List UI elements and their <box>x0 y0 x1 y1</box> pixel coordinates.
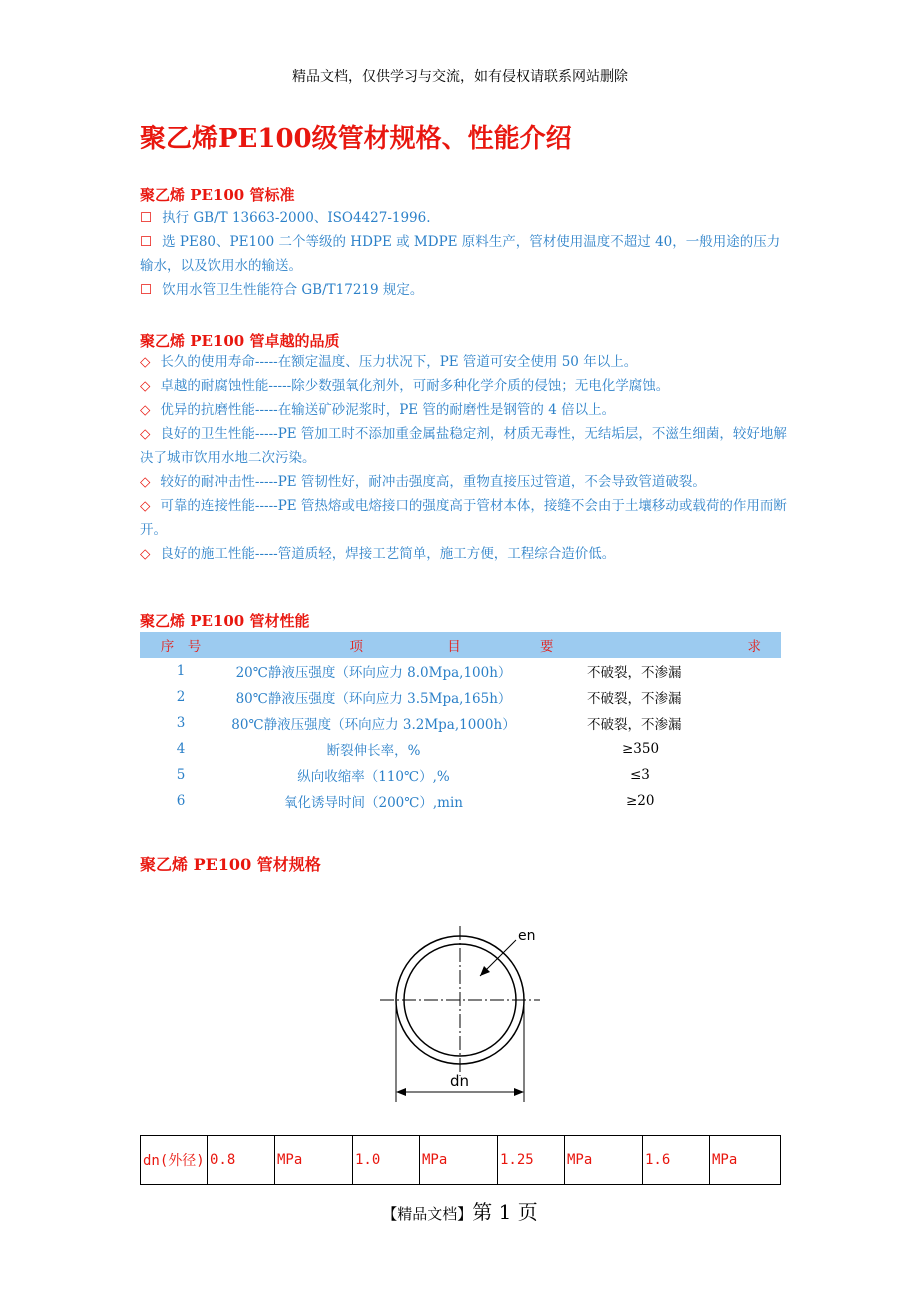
row-number: 6 <box>176 793 186 809</box>
quality-list <box>140 350 790 566</box>
list-item <box>140 206 790 230</box>
spec-cell: MPa <box>565 1136 643 1185</box>
list-item <box>140 422 790 470</box>
row-number: 2 <box>176 689 186 705</box>
row-number: 4 <box>176 741 186 757</box>
table-row <box>140 736 781 762</box>
diamond-icon: ◇ <box>140 402 151 418</box>
section-heading-standard: 聚乙烯 PE100 管标准 <box>140 186 295 204</box>
table-row <box>141 1136 781 1185</box>
spec-cell: 1.6 <box>643 1136 710 1185</box>
checkbox-icon: ☐ <box>140 234 153 250</box>
row-requirement: ≤3 <box>630 767 650 783</box>
list-item-text: 优异的抗磨性能-----在输送矿砂泥浆时，PE 管的耐磨性是钢管的 4 倍以上。 <box>160 402 616 418</box>
table-header-row <box>140 632 781 658</box>
table-row <box>140 762 781 788</box>
diamond-icon: ◇ <box>140 354 151 370</box>
table-row <box>140 658 781 684</box>
list-item-text: 良好的施工性能-----管道质轻，焊接工艺简单，施工方便，工程综合造价低。 <box>160 546 616 562</box>
diamond-icon: ◇ <box>140 498 151 514</box>
diamond-icon: ◇ <box>140 546 151 562</box>
list-item-text: 选 PE80、PE100 二个等级的 HDPE 或 MDPE 原料生产，管材使用温度不超过 40，一般用途的压力输水，以及饮用水的输送。 <box>140 234 781 274</box>
column-header: 要 <box>525 632 681 658</box>
list-item-text: 执行 GB/T 13663-2000、ISO4427-1996. <box>162 210 431 226</box>
page-number: 第 1 页 <box>472 1200 538 1224</box>
row-item: 80℃静液压强度（环向应力 3.5Mpa,165h） <box>235 691 512 707</box>
spec-cell: MPa <box>710 1136 781 1185</box>
section-heading-spec: 聚乙烯 PE100 管材规格 <box>140 855 321 874</box>
list-item-text: 饮用水管卫生性能符合 GB/T17219 规定。 <box>162 282 424 298</box>
spec-cell: 1.0 <box>353 1136 420 1185</box>
row-item: 纵向收缩率（110℃）,% <box>297 769 450 785</box>
list-item <box>140 374 790 398</box>
pipe-cross-section-diagram <box>376 922 546 1112</box>
spec-cell: 0.8 <box>208 1136 275 1185</box>
row-requirement: 不破裂，不渗漏 <box>587 717 682 733</box>
row-requirement: ≥20 <box>626 793 655 809</box>
list-item-text: 良好的卫生性能-----PE 管加工时不添加重金属盐稳定剂，材质无毒性，无结垢层，不滋生细菌，较好地解决了城市饮用水地二次污染。 <box>140 426 787 466</box>
list-item-text: 较好的耐冲击性-----PE 管韧性好，耐冲击强度高，重物直接压过管道，不会导致管道破裂。 <box>160 474 706 490</box>
diamond-icon: ◇ <box>140 474 151 490</box>
list-item <box>140 230 790 278</box>
list-item <box>140 398 790 422</box>
list-item <box>140 542 790 566</box>
spec-table <box>140 1135 781 1185</box>
arrow-left-icon <box>396 1088 406 1096</box>
row-item: 20℃静液压强度（环向应力 8.0Mpa,100h） <box>235 665 512 681</box>
row-requirement: 不破裂，不渗漏 <box>587 665 682 681</box>
list-item-text: 长久的使用寿命-----在额定温度、压力状况下，PE 管道可安全使用 50 年以上。 <box>160 354 638 370</box>
section-heading-quality: 聚乙烯 PE100 管卓越的品质 <box>140 332 340 350</box>
list-item-text: 可靠的连接性能-----PE 管热熔或电熔接口的强度高于管材本体，接缝不会由于土壤移动或载荷的作用而断开。 <box>140 498 787 538</box>
column-header: 序 号 <box>140 632 222 658</box>
header-note: 精品文档，仅供学习与交流，如有侵权请联系网站删除 <box>292 69 628 85</box>
spec-cell: MPa <box>275 1136 353 1185</box>
list-item <box>140 278 790 302</box>
table-row <box>140 710 781 736</box>
spec-cell: 1.25 <box>498 1136 565 1185</box>
page-footer <box>0 1196 920 1225</box>
standard-list <box>140 206 790 302</box>
row-requirement: ≥350 <box>622 741 660 757</box>
table-row <box>140 788 781 814</box>
table-row <box>140 684 781 710</box>
section-heading-performance: 聚乙烯 PE100 管材性能 <box>140 612 310 630</box>
arrow-right-icon <box>514 1088 524 1096</box>
diamond-icon: ◇ <box>140 426 151 442</box>
list-item <box>140 470 790 494</box>
row-requirement: 不破裂，不渗漏 <box>587 691 682 707</box>
list-item <box>140 494 790 542</box>
row-number: 3 <box>176 715 186 731</box>
list-item-text: 卓越的耐腐蚀性能-----除少数强氧化剂外，可耐多种化学介质的侵蚀；无电化学腐蚀。 <box>160 378 670 394</box>
column-header: 目 <box>383 632 525 658</box>
footer-tag: 【精品文档】 <box>382 1205 473 1223</box>
column-header: 项 <box>222 632 383 658</box>
column-header: 求 <box>681 632 781 658</box>
row-item: 氧化诱导时间（200℃）,min <box>284 795 463 811</box>
diamond-icon: ◇ <box>140 378 151 394</box>
row-item: 80℃静液压强度（环向应力 3.2Mpa,1000h） <box>231 717 516 733</box>
label-en: en <box>518 928 536 944</box>
page-title: 聚乙烯PE100级管材规格、性能介绍 <box>140 124 572 154</box>
row-number: 5 <box>176 767 186 783</box>
spec-cell: MPa <box>420 1136 498 1185</box>
performance-table <box>140 632 781 814</box>
checkbox-icon: ☐ <box>140 210 153 226</box>
label-dn: dn <box>450 1072 470 1090</box>
row-number: 1 <box>176 663 186 679</box>
checkbox-icon: ☐ <box>140 282 153 298</box>
list-item <box>140 350 790 374</box>
row-item: 断裂伸长率，% <box>326 743 421 759</box>
spec-cell-dn: dn(外径) <box>141 1136 208 1185</box>
